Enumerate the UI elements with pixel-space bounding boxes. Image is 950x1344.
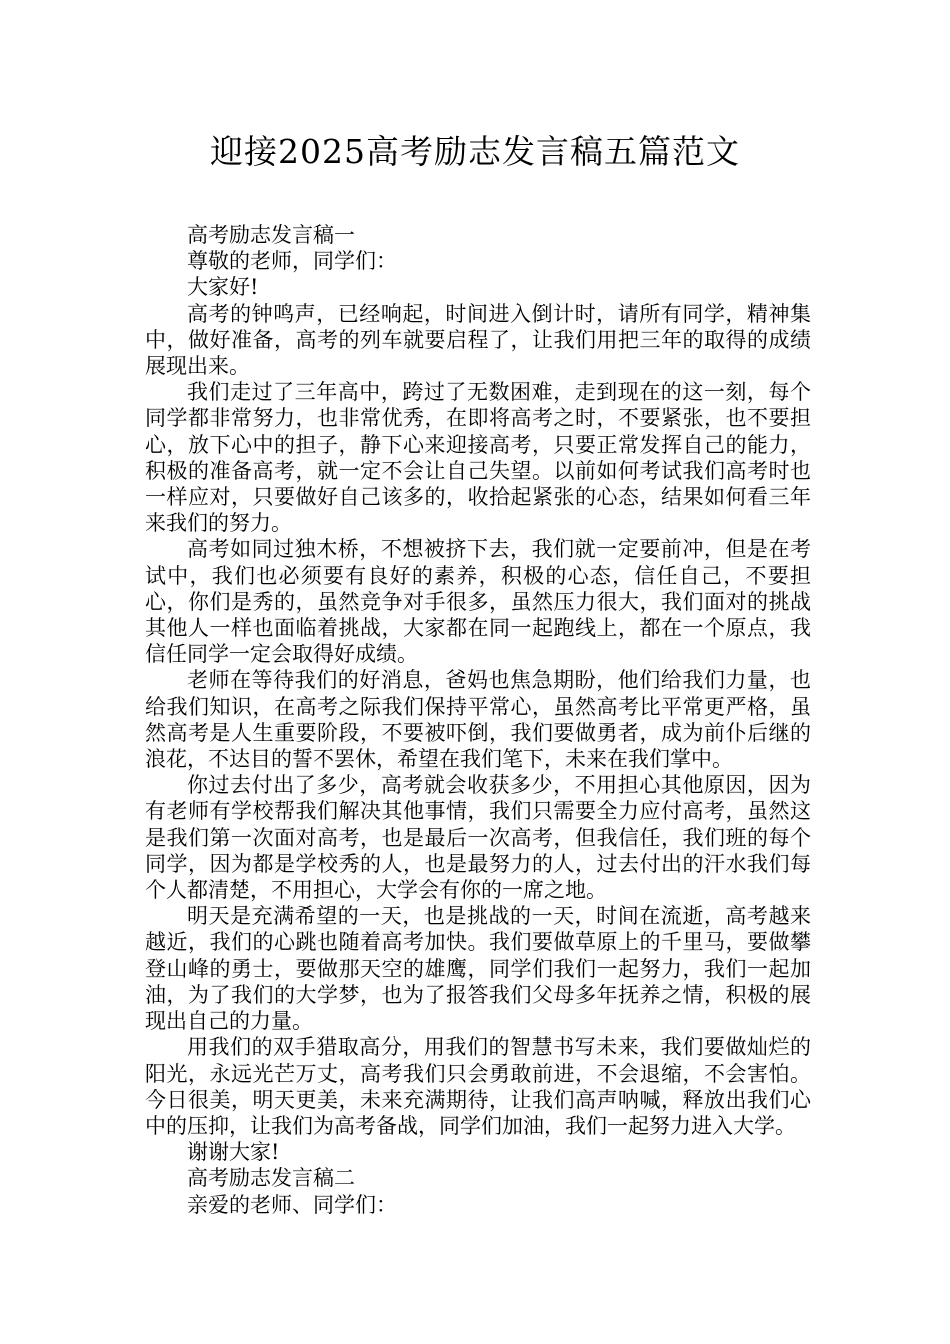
paragraph: 我们走过了三年高中，跨过了无数困难，走到现在的这一刻，每个同学都非常努力，也非常优秀，在即将高考之时，不要紧张，也不要担心，放下心中的担子，静下心来迎接高考，只要正常发挥自己的能力，积极的准备高考，就一定不会让自己失望。以前如何考试我们高考时也一样应对，只要做好自己该多的，收拾起紧张的心态，结果如何看三年来我们的努力。 [145, 380, 811, 536]
document-body [145, 222, 811, 1218]
closing-thanks: 谢谢大家! [187, 1140, 280, 1165]
section-heading-1: 高考励志发言稿一 [187, 223, 355, 247]
paragraph: 你过去付出了多少，高考就会收获多少，不用担心其他原因，因为有老师有学校帮我们解决其他事情，我们只需要全力应付高考，虽然这是我们第一次面对高考，也是最后一次高考，但我信任，我们班的每个同学，因为都是学校秀的人，也是最努力的人，过去付出的汗水我们每个人都清楚，不用担心，大学会有你的一席之地。 [145, 773, 811, 903]
paragraph: 用我们的双手猎取高分，用我们的智慧书写未来，我们要做灿烂的阳光，永远光芒万丈，高考我们只会勇敢前进，不会退缩，不会害怕。今日很美，明天更美，未来充满期待，让我们高声呐喊，释放出我们心中的压抑，让我们为高考备战，同学们加油，我们一起努力进入大学。 [145, 1035, 811, 1138]
section-heading-2: 高考励志发言稿二 [187, 1166, 355, 1191]
paragraph: 老师在等待我们的好消息，爸妈也焦急期盼，他们给我们力量，也给我们知识，在高考之际我们保持平常心，虽然高考比平常更严格，虽然高考是人生重要阶段，不要被吓倒，我们要做勇者，成为前仆后继的浪花，不达目的誓不罢休，希望在我们笔下，未来在我们掌中。 [145, 668, 811, 772]
paragraph: 高考如同过独木桥，不想被挤下去，我们就一定要前冲，但是在考试中，我们也必须要有良好的素养，积极的心态，信任自己，不要担心，你们是秀的，虽然竞争对手很多，虽然压力很大，我们面对的挑战其他人一样也面临着挑战，大家都在同一起跑线上，都在一个原点，我信任同学一定会取得好成绩。 [145, 537, 811, 667]
paragraph: 明天是充满希望的一天，也是挑战的一天，时间在流逝，高考越来越近，我们的心跳也随着高考加快。我们要做草原上的千里马，要做攀登山峰的勇士，要做那天空的雄鹰，同学们我们一起努力，我们一起加油，为了我们的大学梦，也为了报答我们父母多年抚养之情，积极的展现出自己的力量。 [145, 904, 811, 1034]
salutation-2: 亲爱的老师、同学们： [187, 1192, 397, 1217]
greeting: 大家好! [187, 275, 259, 300]
document-title: 迎接2025高考励志发言稿五篇范文 [210, 132, 740, 171]
paragraph: 高考的钟鸣声，已经响起，时间进入倒计时，请所有同学，精神集中，做好准备，高考的列车就要启程了，让我们用把三年的取得的成绩展现出来。 [145, 301, 811, 379]
salutation: 尊敬的老师，同学们： [187, 249, 397, 274]
